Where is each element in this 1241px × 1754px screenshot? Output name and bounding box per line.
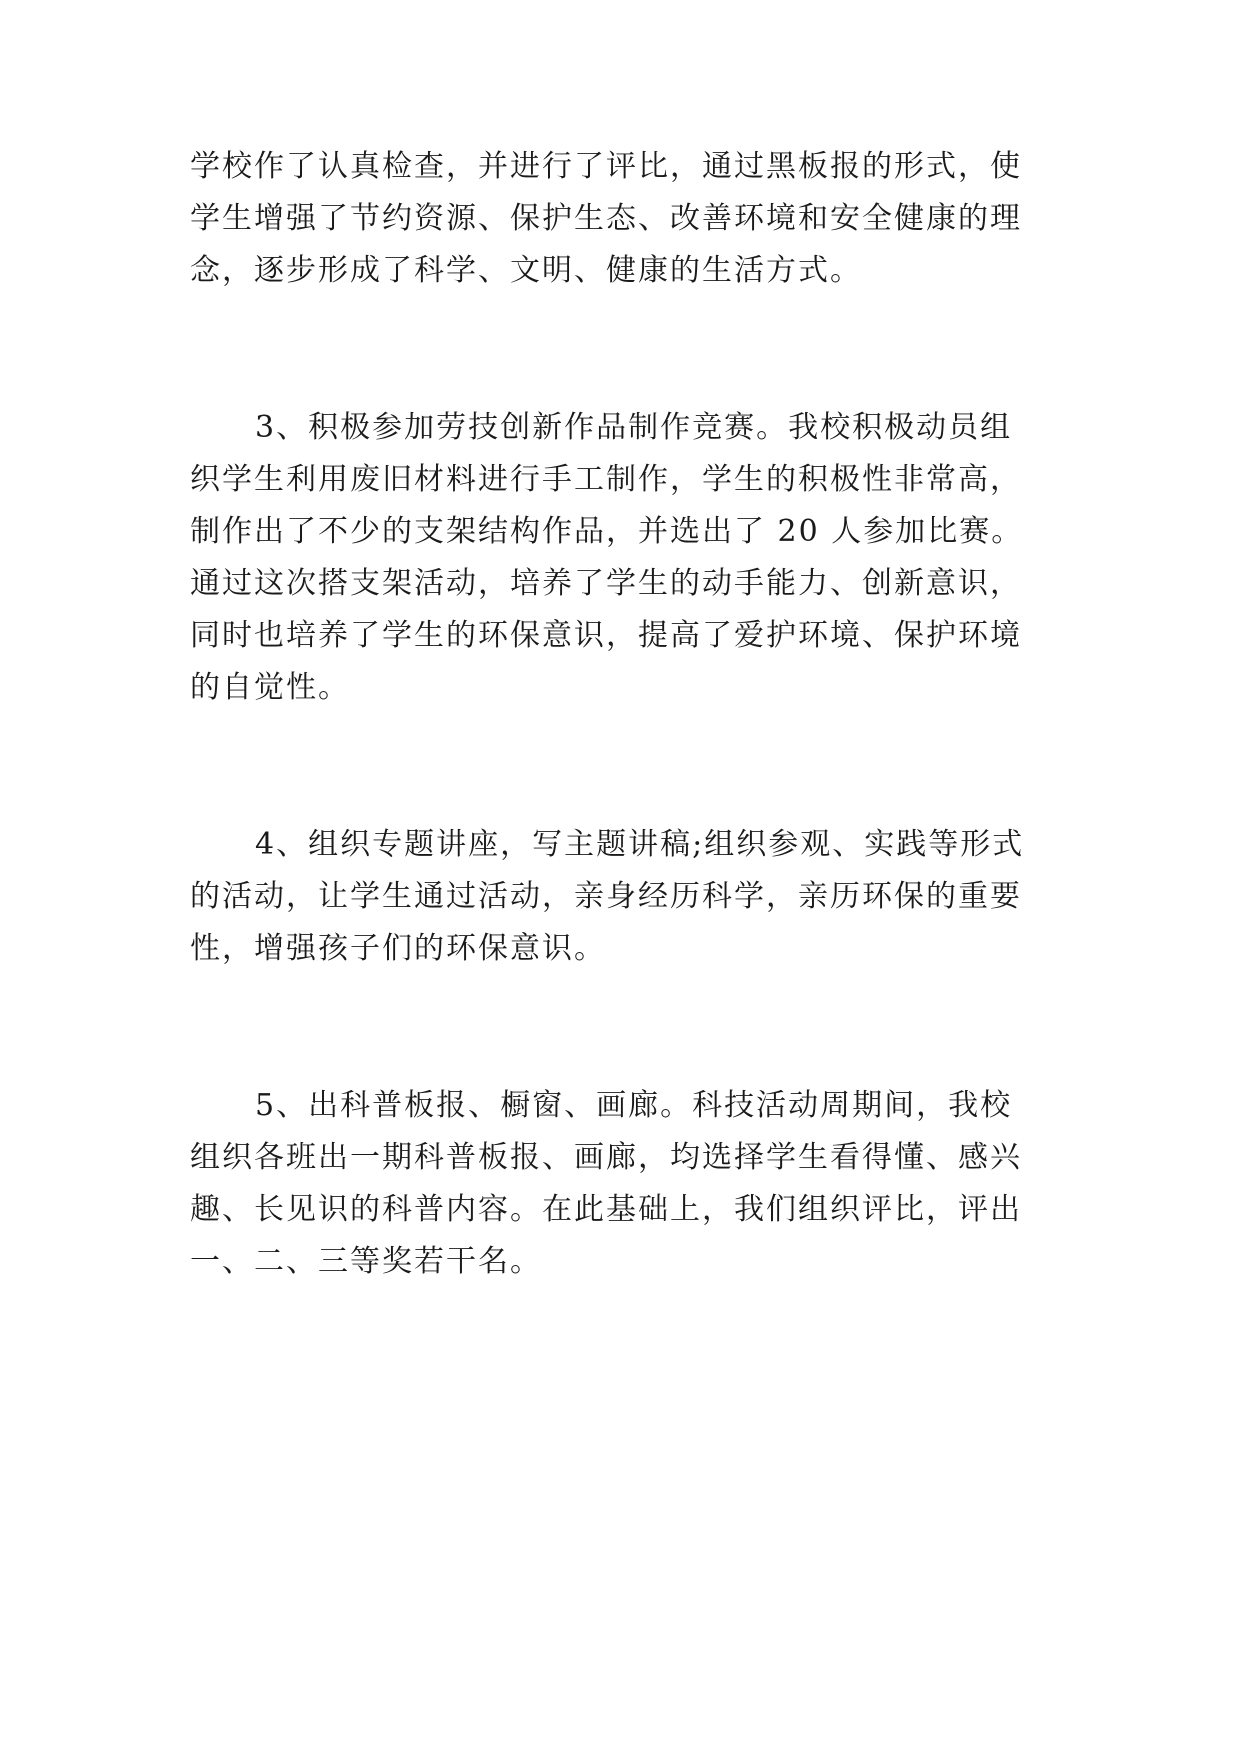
- paragraph-line: 制作出了不少的支架结构作品，并选出了 20 人参加比赛。: [190, 514, 1024, 549]
- paragraph-line: 学校作了认真检查，并进行了评比，通过黑板报的形式，使: [190, 149, 1022, 184]
- paragraph-line: 学生增强了节约资源、保护生态、改善环境和安全健康的理: [190, 201, 1022, 236]
- paragraph-line: 同时也培养了学生的环保意识，提高了爱护环境、保护环境: [190, 618, 1022, 653]
- paragraph-line: 组织各班出一期科普板报、画廊，均选择学生看得懂、感兴: [190, 1140, 1022, 1175]
- paragraph-line: 4、组织专题讲座，写主题讲稿;组织参观、实践等形式: [255, 827, 1025, 862]
- paragraph-line: 织学生利用废旧材料进行手工制作，学生的积极性非常高，: [190, 462, 1022, 497]
- paragraph-line: 的自觉性。: [190, 670, 350, 705]
- paragraph-line: 通过这次搭支架活动，培养了学生的动手能力、创新意识，: [190, 566, 1022, 601]
- paragraph-line: 5、出科普板报、橱窗、画廊。科技活动周期间，我校: [255, 1088, 1013, 1123]
- paragraph-line: 的活动，让学生通过活动，亲身经历科学，亲历环保的重要: [190, 879, 1022, 914]
- paragraph-line: 趣、长见识的科普内容。在此基础上，我们组织评比，评出: [190, 1192, 1022, 1227]
- paragraph-line: 念，逐步形成了科学、文明、健康的生活方式。: [190, 253, 862, 288]
- paragraph-line: 3、积极参加劳技创新作品制作竞赛。我校积极动员组: [255, 410, 1013, 445]
- paragraph-line: 性，增强孩子们的环保意识。: [190, 931, 606, 966]
- paragraph-line: 一、二、三等奖若干名。: [190, 1244, 542, 1279]
